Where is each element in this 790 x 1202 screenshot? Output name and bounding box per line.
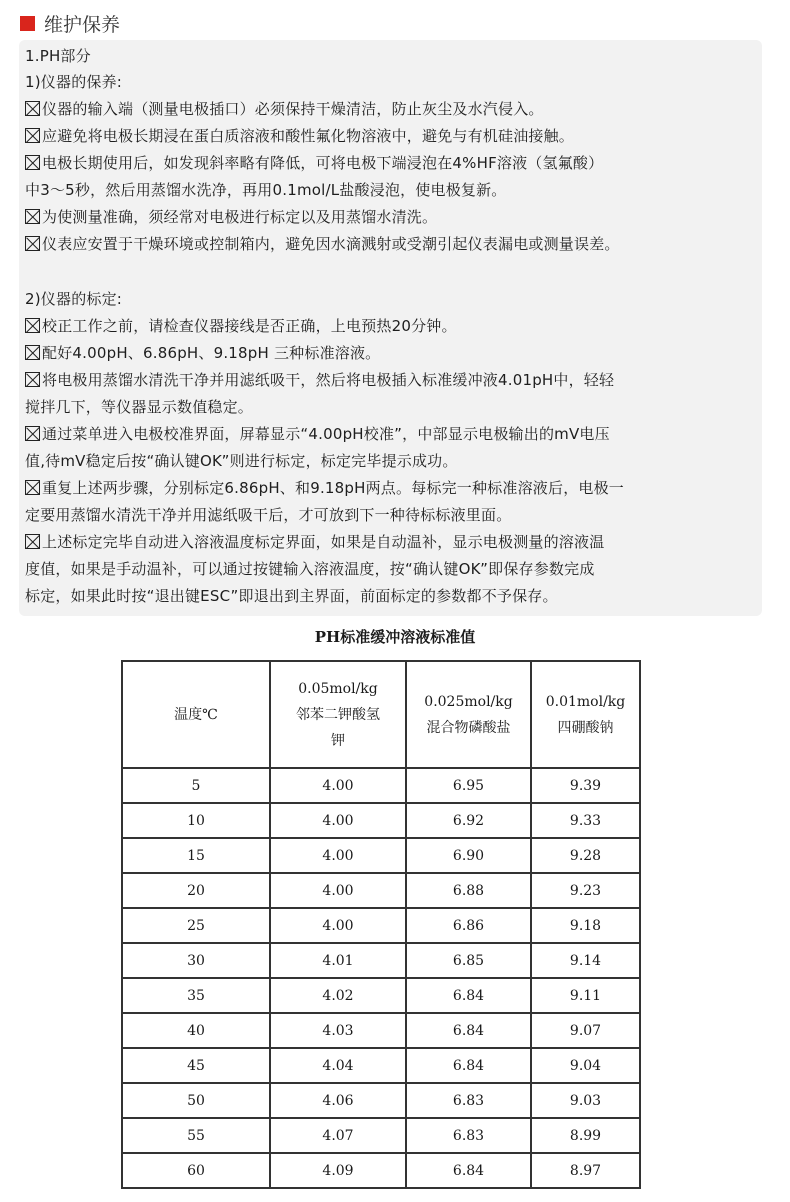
calib-item-continued: 值,待mV稳定后按“确认键OK”则进行标定，标定完毕提示成功。 [25, 452, 458, 470]
crossed-box-icon [25, 345, 40, 360]
table-cell: 4.09 [270, 1153, 406, 1188]
maint-item: 电极长期使用后，如发现斜率略有降低，可将电极下端浸泡在4%HF溶液（氢氟酸） [25, 151, 603, 175]
table-row [122, 1083, 640, 1118]
table-cell: 4.00 [270, 908, 406, 943]
maint-item: 仪器的输入端（测量电极插口）必须保持干燥清洁，防止灰尘及水汽侵入。 [25, 97, 544, 121]
maint-item: 仪表应安置于干燥环境或控制箱内，避免因水滴溅射或受潮引起仪表漏电或测量误差。 [25, 232, 620, 256]
maintenance-panel [19, 40, 762, 616]
table-cell: 4.00 [270, 838, 406, 873]
section-title: 维护保养 [44, 13, 121, 36]
maint-item: 应避免将电极长期浸在蛋白质溶液和酸性氟化物溶液中，避免与有机硅油接触。 [25, 124, 574, 148]
table-row [122, 838, 640, 873]
crossed-box-icon [25, 236, 40, 251]
table-cell: 6.84 [406, 1048, 531, 1083]
table-cell: 6.83 [406, 1118, 531, 1153]
table-cell: 5 [122, 768, 270, 803]
table-cell: 30 [122, 943, 270, 978]
table-cell: 9.14 [531, 943, 640, 978]
table-cell: 9.07 [531, 1013, 640, 1048]
calib-item-continued: 搅拌几下，等仪器显示数值稳定。 [25, 398, 254, 416]
calib-item-continued: 定要用蒸馏水清洗干净并用滤纸吸干后，才可放到下一种待标标液里面。 [25, 506, 512, 524]
calib-item: 通过菜单进入电极校准界面，屏幕显示“4.00pH校准”，中部显示电极输出的mV电压 [25, 422, 610, 446]
table-cell: 6.86 [406, 908, 531, 943]
header-cell-borax: 0.01mol/kg 四硼酸钠 [531, 661, 640, 768]
table-cell: 6.85 [406, 943, 531, 978]
table-cell: 4.00 [270, 873, 406, 908]
table-cell: 9.18 [531, 908, 640, 943]
table-cell: 8.97 [531, 1153, 640, 1188]
maint-item-continued: 中3～5秒，然后用蒸馏水洗净，再用0.1mol/L盐酸浸泡，使电极复新。 [25, 181, 507, 199]
crossed-box-icon [25, 426, 40, 441]
table-cell: 15 [122, 838, 270, 873]
table-cell: 6.95 [406, 768, 531, 803]
table-cell: 6.92 [406, 803, 531, 838]
header-cell-phosphate: 0.025mol/kg 混合物磷酸盐 [406, 661, 531, 768]
table-cell: 35 [122, 978, 270, 1013]
table-cell: 25 [122, 908, 270, 943]
table-cell: 9.39 [531, 768, 640, 803]
table-cell: 9.04 [531, 1048, 640, 1083]
crossed-box-icon [25, 480, 40, 495]
crossed-box-icon [25, 155, 40, 170]
table-cell: 4.00 [270, 768, 406, 803]
table-row [122, 1048, 640, 1083]
crossed-box-icon [25, 101, 40, 116]
crossed-box-icon [25, 209, 40, 224]
table-cell: 9.33 [531, 803, 640, 838]
table-cell: 50 [122, 1083, 270, 1118]
maint-item: 为使测量准确，须经常对电极进行标定以及用蒸馏水清洗。 [25, 205, 437, 229]
maintenance-subheading: 1)仪器的保养: [25, 73, 123, 91]
table-row [122, 1118, 640, 1153]
table-cell: 4.04 [270, 1048, 406, 1083]
table-cell: 4.03 [270, 1013, 406, 1048]
table-cell: 10 [122, 803, 270, 838]
table-row [122, 943, 640, 978]
header-cell-temperature: 温度℃ [122, 661, 270, 768]
table-row [122, 1013, 640, 1048]
table-row [122, 908, 640, 943]
calib-item: 将电极用蒸馏水清洗干净并用滤纸吸干，然后将电极插入标准缓冲液4.01pH中，轻轻 [25, 368, 614, 392]
table-cell: 60 [122, 1153, 270, 1188]
table-cell: 6.88 [406, 873, 531, 908]
table-cell: 6.84 [406, 978, 531, 1013]
table-cell: 40 [122, 1013, 270, 1048]
table-cell: 6.83 [406, 1083, 531, 1118]
table-row [122, 873, 640, 908]
table-cell: 4.00 [270, 803, 406, 838]
table-cell: 9.03 [531, 1083, 640, 1118]
table-row [122, 803, 640, 838]
ph-buffer-table [121, 660, 641, 1189]
table-cell: 4.07 [270, 1118, 406, 1153]
table-cell: 4.06 [270, 1083, 406, 1118]
table-row [122, 978, 640, 1013]
crossed-box-icon [25, 372, 40, 387]
table-cell: 4.01 [270, 943, 406, 978]
calib-item: 上述标定完毕自动进入溶液温度标定界面，如果是自动温补，显示电极测量的溶液温 [25, 530, 604, 554]
table-cell: 20 [122, 873, 270, 908]
table-cell: 4.02 [270, 978, 406, 1013]
crossed-box-icon [25, 318, 40, 333]
crossed-box-icon [25, 128, 40, 143]
section-header [20, 10, 120, 36]
calib-item: 配好4.00pH、6.86pH、9.18pH 三种标准溶液。 [25, 341, 380, 365]
crossed-box-icon [25, 534, 40, 549]
table-cell: 8.99 [531, 1118, 640, 1153]
calibration-subheading: 2)仪器的标定: [25, 290, 123, 308]
calib-item-continued: 度值，如果是手动温补，可以通过按键输入溶液温度，按“确认键OK”即保存参数完成 [25, 560, 595, 578]
table-cell: 6.90 [406, 838, 531, 873]
table-row [122, 1153, 640, 1188]
table-cell: 6.84 [406, 1013, 531, 1048]
table-header-row [122, 661, 640, 768]
table-cell: 9.28 [531, 838, 640, 873]
table-cell: 6.84 [406, 1153, 531, 1188]
calib-item: 重复上述两步骤，分别标定6.86pH、和9.18pH两点。每标完一种标准溶液后，电极一 [25, 476, 624, 500]
calib-item: 校正工作之前，请检查仪器接线是否正确，上电预热20分钟。 [25, 314, 457, 338]
header-cell-phthalate: 0.05mol/kg 邻苯二钾酸氢 钾 [270, 661, 406, 768]
red-square-icon [20, 16, 35, 31]
table-cell: 45 [122, 1048, 270, 1083]
table-cell: 9.11 [531, 978, 640, 1013]
table-cell: 9.23 [531, 873, 640, 908]
table-title: PH标准缓冲溶液标准值 [314, 628, 476, 646]
table-row [122, 768, 640, 803]
ph-heading: 1.PH部分 [25, 47, 91, 65]
table-cell: 55 [122, 1118, 270, 1153]
calib-item-continued: 标定，如果此时按“退出键ESC”即退出到主界面，前面标定的参数都不予保存。 [25, 587, 558, 605]
